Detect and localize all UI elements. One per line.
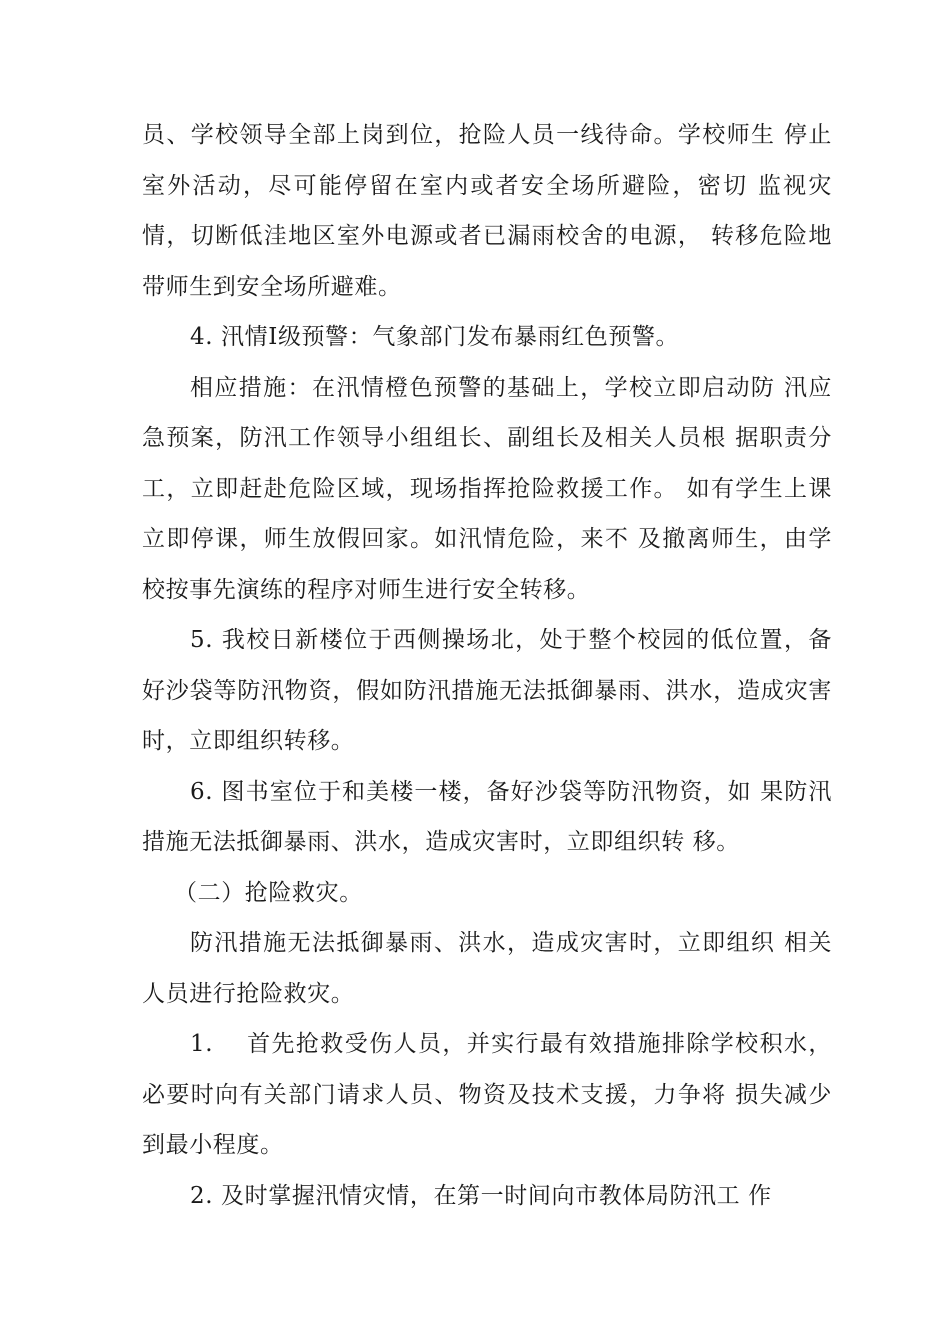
paragraph-item-5: 5. 我校日新楼位于西侧操场北，处于整个校园的低位置，备好沙袋等防汛物资，假如防汛措施无法抵御暴雨、洪水，造成灾害时，立即组织转移。 xyxy=(142,627,832,754)
paragraph-rescue-item-1: 1. 首先抢救受伤人员，并实行最有效措施排除学校积水，必要时向有关部门请求人员、物资及技术支援，力争将 损失减少到最小程度。 xyxy=(142,1031,832,1158)
document-body xyxy=(142,110,832,1221)
paragraph-continuation: 员、学校领导全部上岗到位，抢险人员一线待命。学校师生 停止室外活动，尽可能停留在室内或者安全场所避险，密切 监视灾情，切断低洼地区室外电源或者已漏雨校舍的电源， 转移危险地带师生到安全场所避难。 xyxy=(142,122,832,300)
paragraph-measures: 相应措施：在汛情橙色预警的基础上，学校立即启动防 汛应急预案，防汛工作领导小组组长、副组长及相关人员根 据职责分工，立即赶赴危险区域，现场指挥抢险救援工作。 如有学生上课立即停课，师生放假回家。如汛情危险，来不 及撤离师生，由学校按事先演练的程序对师生进行安全转移。 xyxy=(142,374,832,603)
section-heading-rescue: （二）抢险救灾。 xyxy=(174,879,363,906)
paragraph-rescue-item-2: 2. 及时掌握汛情灾情，在第一时间向市教体局防汛工 作 xyxy=(190,1182,772,1209)
paragraph-item-4: 4. 汛情Ⅰ级预警：气象部门发布暴雨红色预警。 xyxy=(190,324,680,350)
paragraph-item-6: 6. 图书室位于和美楼一楼，备好沙袋等防汛物资，如 果防汛措施无法抵御暴雨、洪水，造成灾害时，立即组织转 移。 xyxy=(142,778,832,855)
paragraph-rescue-intro: 防汛措施无法抵御暴雨、洪水，造成灾害时，立即组织 相关人员进行抢险救灾。 xyxy=(142,930,832,1007)
